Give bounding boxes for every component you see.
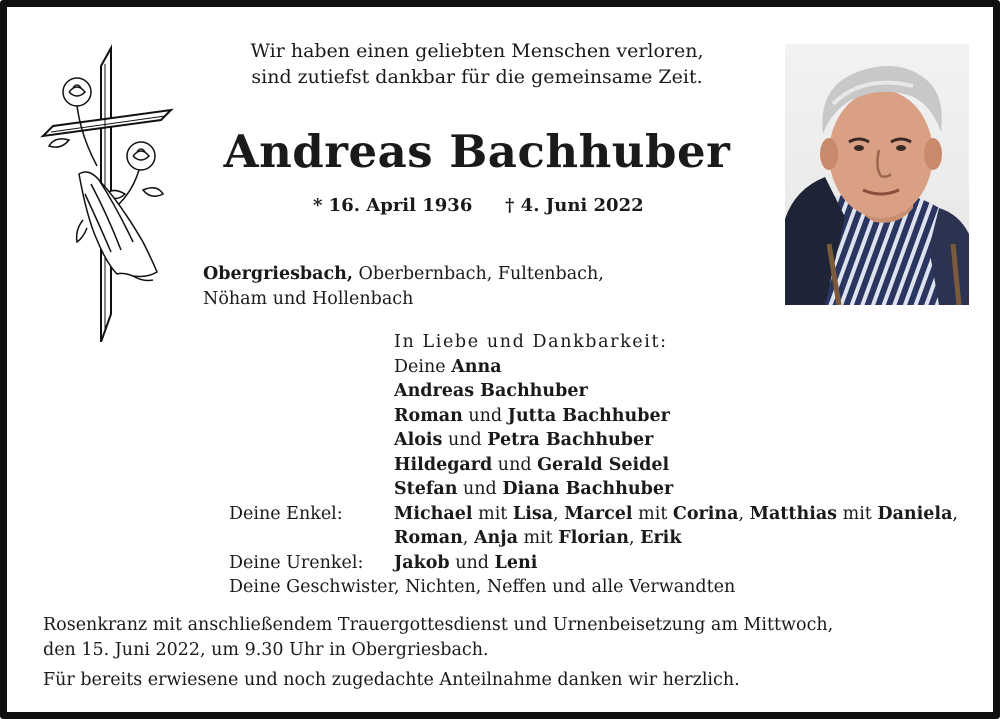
death-date: † 4. Juni 2022 <box>505 195 644 216</box>
family-row-intro <box>229 330 958 355</box>
enkel-name: Florian <box>558 528 629 548</box>
service-line-1: Rosenkranz mit anschließendem Trauergottesdienst und Urnenbeisetzung am Mittwoch, <box>43 615 834 635</box>
couple-name-a: Stefan <box>394 479 458 499</box>
enkel-name: Roman <box>394 528 463 548</box>
enkel-name: Lisa <box>512 503 554 524</box>
enkel-name: Matthias <box>749 503 838 524</box>
couple-and: und <box>457 479 503 499</box>
thanks-text: Für bereits erwiesene und noch zugedachte Anteilnahme danken wir herzlich. <box>43 670 740 690</box>
couple-name-a: Alois <box>394 430 443 450</box>
enkel-line-2 <box>394 526 681 551</box>
enkel-label: Deine Enkel: <box>229 503 343 524</box>
places-rest: Oberbernbach, Fultenbach, <box>352 264 604 284</box>
couple-name-b: Gerald Seidel <box>537 454 670 475</box>
urenkel-and: und <box>449 552 495 573</box>
service-line-2: den 15. Juni 2022, um 9.30 Uhr in Obergriesbach. <box>43 640 489 660</box>
enkel-name: Erik <box>640 528 682 548</box>
son-name: Andreas Bachhuber <box>394 381 588 401</box>
family-row-couple-3 <box>229 453 958 478</box>
enkel-sep: , <box>553 503 565 524</box>
family-row-urenkel <box>229 551 958 576</box>
couple-name-a: Roman <box>394 405 463 426</box>
enkel-mit: mit <box>517 528 559 548</box>
portrait-photo <box>785 44 969 305</box>
couple-and: und <box>442 430 488 450</box>
intro-line-1: Wir haben einen geliebten Menschen verloren, <box>250 40 704 62</box>
intro-text <box>207 38 747 90</box>
geschwister-text: Deine Geschwister, Nichten, Neffen und alle Verwandten <box>229 577 736 597</box>
wife-name: Anna <box>451 356 502 377</box>
family-row-enkel <box>229 502 958 527</box>
birth-date: * 16. April 1936 <box>313 195 473 216</box>
urenkel-name: Leni <box>494 552 538 573</box>
enkel-name: Marcel <box>564 503 633 524</box>
places-line-1 <box>203 262 604 287</box>
enkel-sep: , <box>952 503 958 524</box>
enkel-name: Anja <box>473 528 518 548</box>
couple-name-b: Diana Bachhuber <box>502 479 674 499</box>
places-line-2: Nöham und Hollenbach <box>203 289 414 309</box>
service-info <box>43 613 963 663</box>
urenkel-label: Deine Urenkel: <box>229 552 364 573</box>
family-row-couple-1 <box>229 404 958 429</box>
enkel-sep: , <box>628 528 641 548</box>
enkel-sep: , <box>462 528 474 548</box>
family-row-couple-2 <box>229 428 958 453</box>
family-row-couple-4 <box>229 477 958 502</box>
enkel-name: Daniela <box>877 503 953 524</box>
couple-and: und <box>462 405 508 426</box>
enkel-line-1 <box>394 502 958 527</box>
couple-name-b: Petra Bachhuber <box>487 430 654 450</box>
enkel-mit: mit <box>472 503 513 524</box>
place-main: Obergriesbach, <box>203 264 353 284</box>
cross-with-roses-icon <box>39 44 174 342</box>
enkel-mit: mit <box>632 503 673 524</box>
enkel-name: Michael <box>394 503 473 524</box>
couple-and: und <box>492 454 538 475</box>
couple-name-b: Jutta Bachhuber <box>507 405 670 426</box>
family-row-son <box>229 379 958 404</box>
family-row-wife <box>229 355 958 380</box>
enkel-sep: , <box>738 503 750 524</box>
enkel-mit: mit <box>837 503 878 524</box>
couple-name-a: Hildegard <box>394 454 493 475</box>
deine-prefix: Deine <box>394 356 452 377</box>
urenkel-name: Jakob <box>394 552 450 573</box>
family-intro: In Liebe und Dankbarkeit: <box>394 332 668 352</box>
intro-line-2: sind zutiefst dankbar für die gemeinsame Zeit. <box>251 66 703 88</box>
enkel-name: Corina <box>672 503 739 524</box>
deceased-name: Andreas Bachhuber <box>223 125 731 178</box>
family-row-geschwister <box>229 575 958 600</box>
family-row-enkel-2 <box>229 526 958 551</box>
places <box>203 262 604 312</box>
family-list <box>229 330 958 600</box>
